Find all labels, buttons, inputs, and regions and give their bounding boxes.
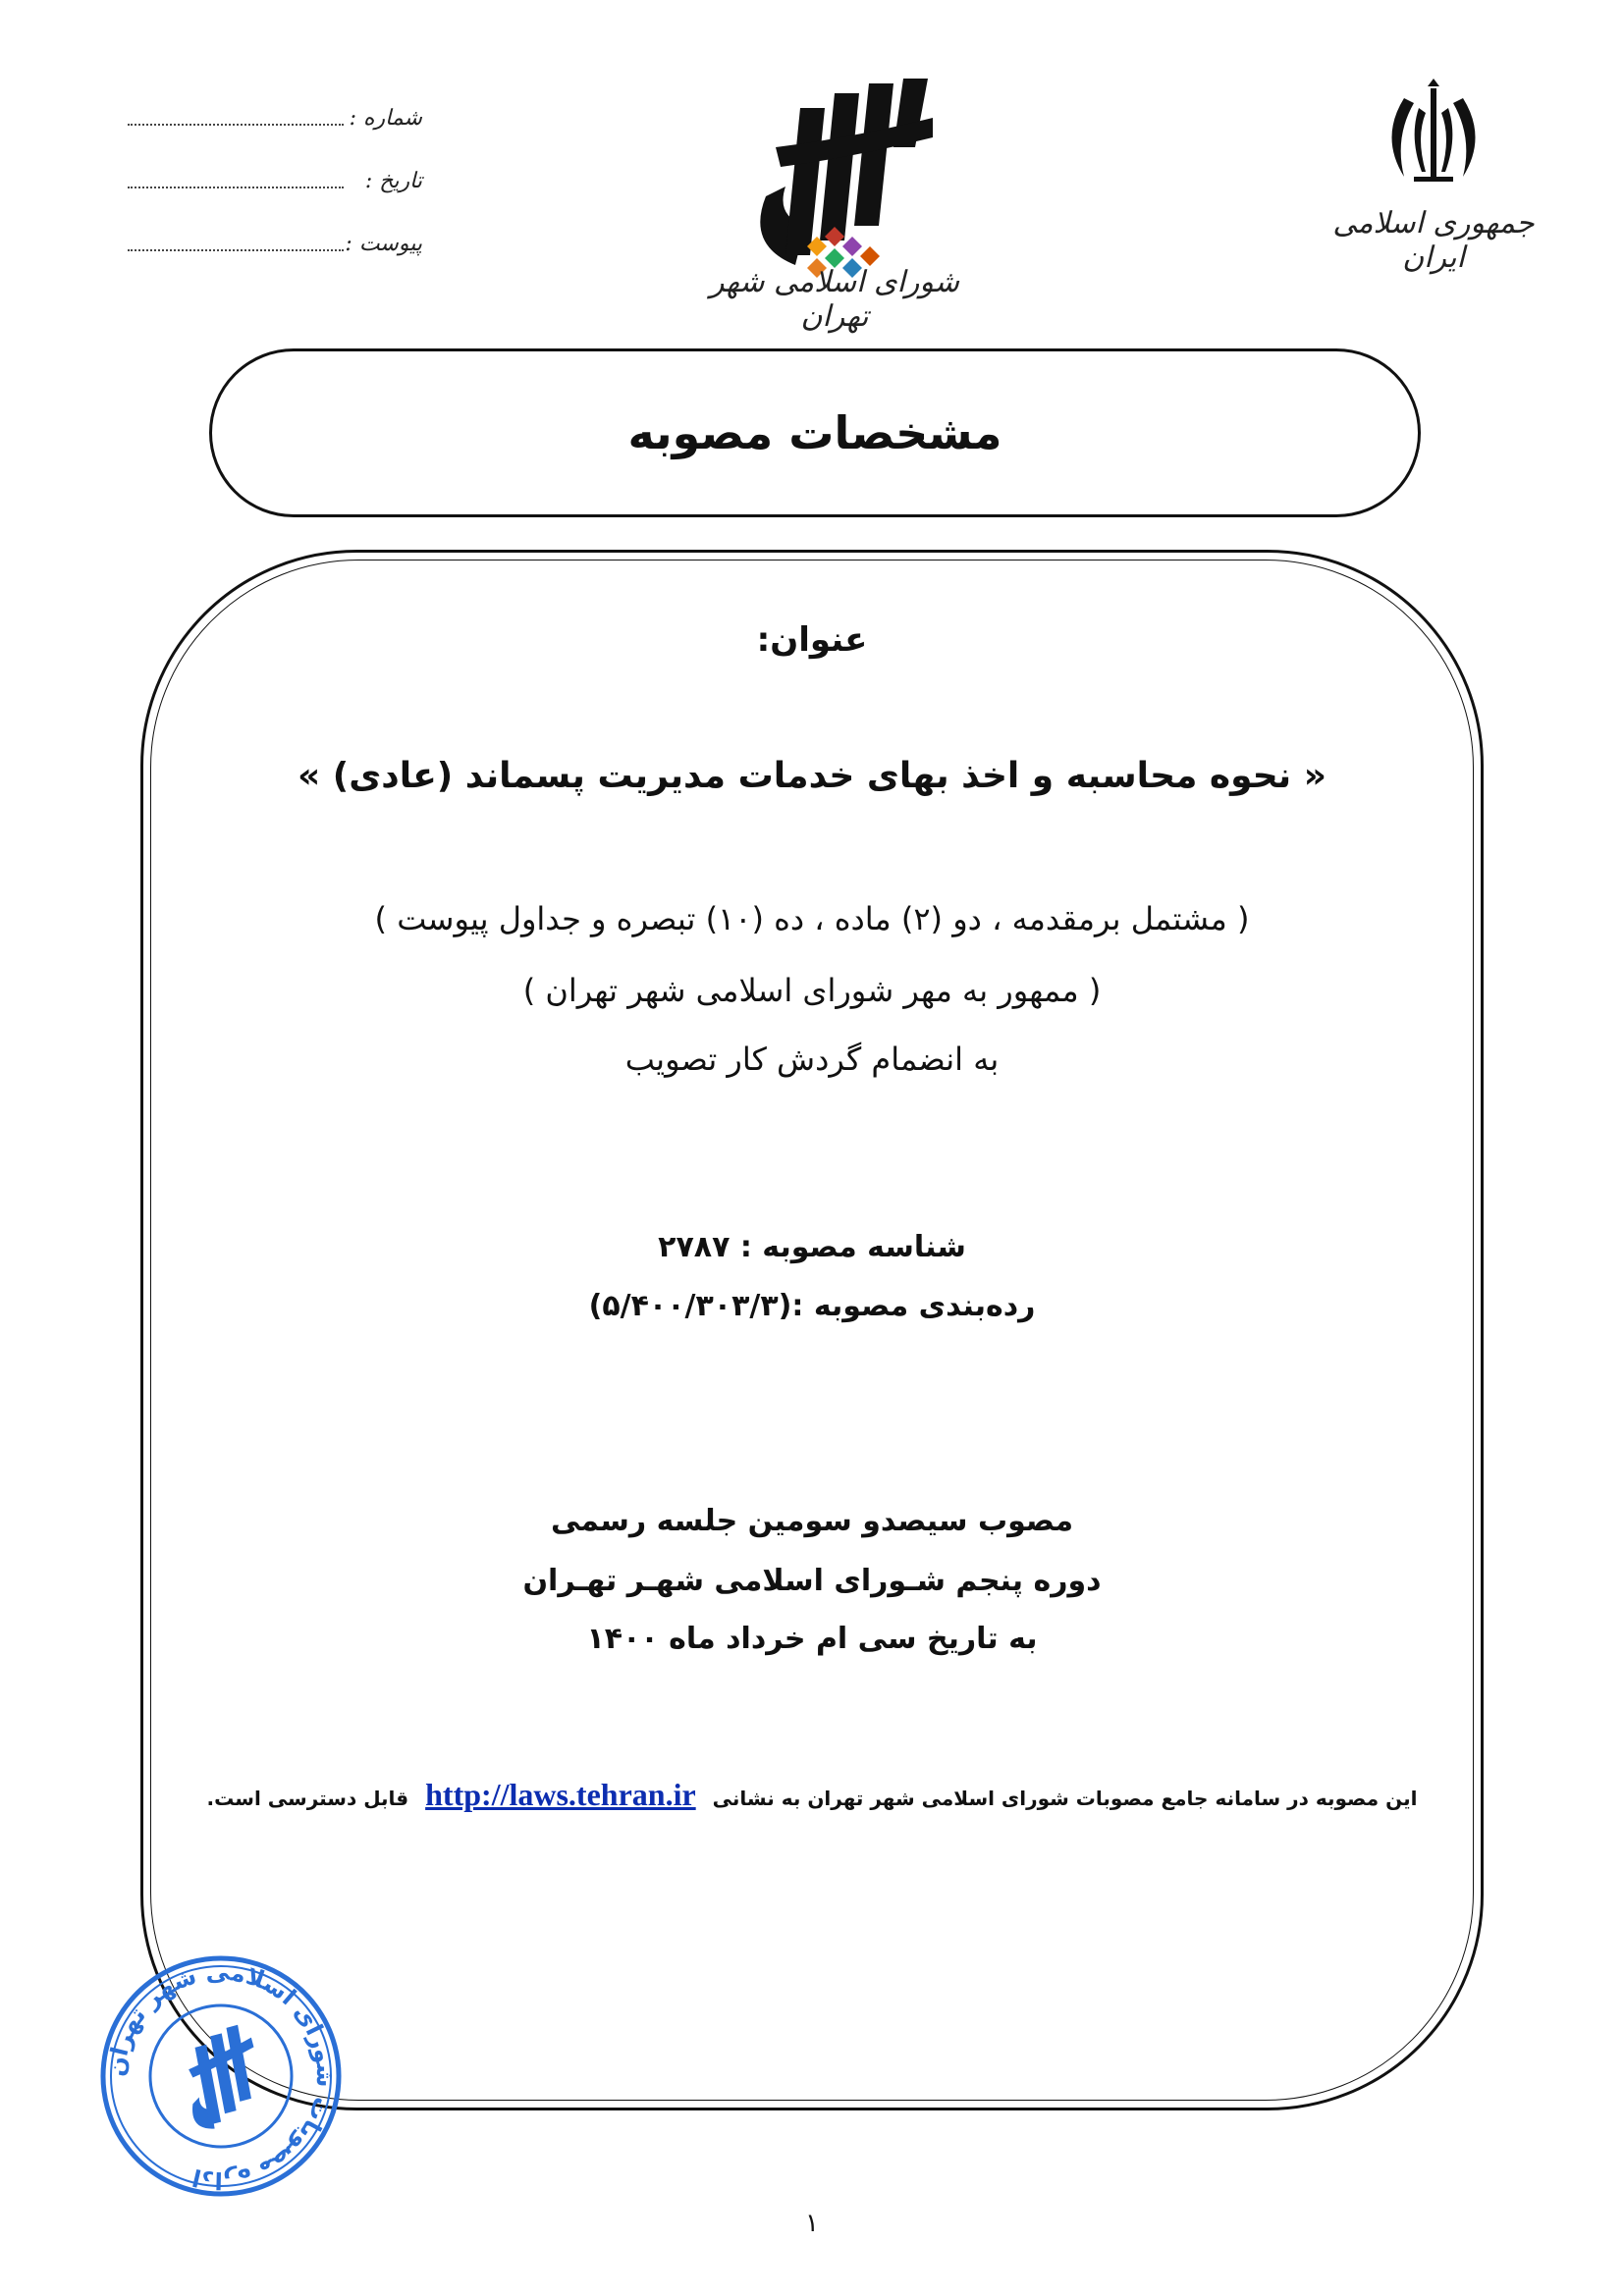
resolution-classification: رده‌بندی مصوبه :(۵/۴۰۰/۳۰۳/۳) bbox=[588, 1289, 1036, 1323]
access-note bbox=[196, 1777, 1428, 1813]
attachment-label: پیوست : bbox=[345, 232, 422, 256]
description-line: ( ممهور به مهر شورای اسلامی شهر تهران ) bbox=[522, 972, 1102, 1009]
attachment-dotted-line bbox=[128, 249, 344, 251]
access-note-before: این مصوبه در سامانه جامع مصوبات شورای اسلامی شهر تهران به نشانی bbox=[712, 1787, 1418, 1810]
resolution-id: شناسه مصوبه : ۲۷۸۷ bbox=[658, 1230, 966, 1264]
council-stamp-icon bbox=[93, 1949, 349, 2204]
number-label: شماره : bbox=[349, 106, 422, 131]
date-dotted-line bbox=[128, 187, 344, 188]
attachment-field bbox=[128, 232, 422, 271]
date-field bbox=[128, 169, 422, 208]
number-dotted-line bbox=[128, 124, 344, 126]
council-logo-caption: شورای اسلامی شهر تهران bbox=[710, 265, 959, 334]
access-note-after: قابل دسترسی است. bbox=[206, 1787, 409, 1810]
title-box bbox=[209, 348, 1421, 517]
iran-emblem-icon bbox=[1375, 79, 1492, 196]
page-title: مشخصات مصوبه bbox=[627, 406, 1002, 459]
subject-title: « نحوه محاسبه و اخذ بهای خدمات مدیریت پسماند (عادی) » bbox=[297, 756, 1326, 796]
page-number: ۱ bbox=[805, 2209, 819, 2238]
number-field bbox=[128, 106, 422, 145]
date-label: تاریخ : bbox=[364, 169, 422, 193]
approval-line: مصوب سیصدو سومین جلسه رسمی bbox=[550, 1504, 1074, 1538]
description-line: به انضمام گردش کار تصویب bbox=[624, 1041, 1000, 1078]
laws-link[interactable]: http://laws.tehran.ir bbox=[425, 1777, 696, 1812]
subject-heading: عنوان: bbox=[756, 620, 868, 660]
republic-caption: جمهوری اسلامی ایران bbox=[1332, 206, 1535, 275]
description-line: ( مشتمل برمقدمه ، دو (۲) ماده ، ده (۱۰) تبصره و جداول پیوست ) bbox=[374, 900, 1250, 937]
approval-line: به تاریخ سی ام خرداد ماه ۱۴۰۰ bbox=[586, 1622, 1038, 1656]
approval-line: دوره پنجم شـورای اسلامی شهـر تهـران bbox=[522, 1564, 1102, 1598]
stamp-text: اداره مصوبات شورای اسلامی شهر تهران bbox=[102, 1957, 340, 2195]
